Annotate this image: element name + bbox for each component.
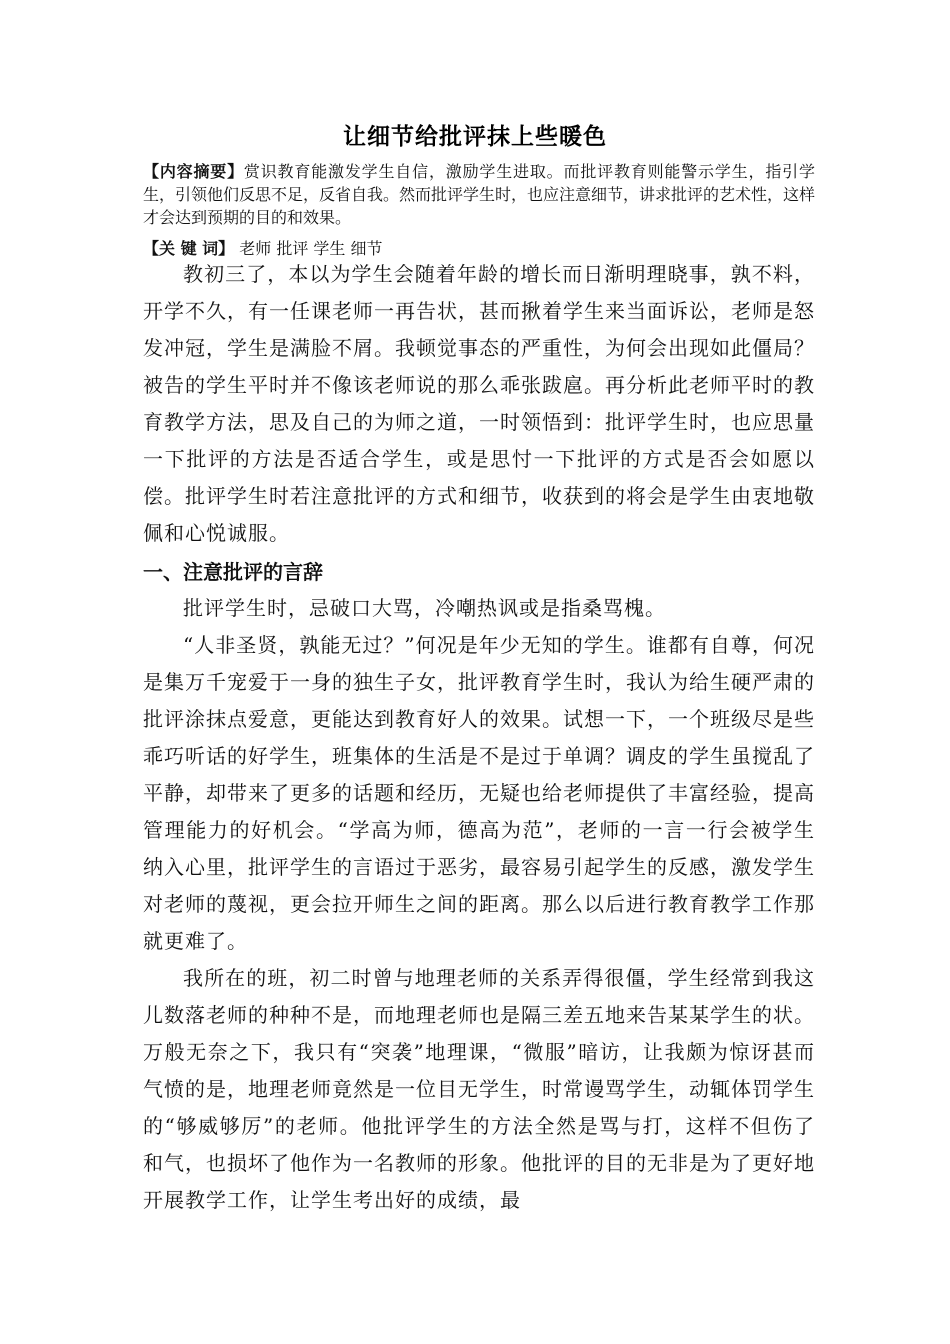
abstract-block [143, 160, 815, 229]
keywords-label: 【关 键 词】 [143, 239, 235, 258]
intro-block [143, 256, 815, 552]
keywords-text: 老师 批评 学生 细节 [239, 239, 383, 258]
intro-paragraph: 教初三了，本以为学生会随着年龄的增长而日渐明理晓事，孰不料，开学不久，有一任课老师一再告状，甚而揪着学生来当面诉讼，老师是怒发冲冠，学生是满脸不屑。我顿觉事态的严重性，为何会出现如此僵局？被告的学生平时并不像该老师说的那么乖张跋扈。再分析此老师平时的教育教学方法，思及自己的为师之道，一时领悟到：批评学生时，也应思量一下批评的方法是否适合学生，或是思忖一下批评的方式是否会如愿以偿。批评学生时若注意批评的方式和细节，收获到的将会是学生由衷地敬佩和心悦诚服。 [143, 262, 815, 545]
document-title: 让细节给批评抹上些暖色 [343, 124, 607, 150]
section-paragraph: “人非圣贤，孰能无过？”何况是年少无知的学生。谁都有自尊，何况是集万千宠爱于一身的独生子女，批评教育学生时，我认为给生硬严肃的批评涂抹点爱意，更能达到教育好人的效果。试想一下，一个班级尽是些乖巧听话的好学生，班集体的生活是不是过于单调？调皮的学生虽搅乱了平静，却带来了更多的话题和经历，无疑也给老师提供了丰富经验，提高管理能力的好机会。“学高为师，德高为范”，老师的一言一行会被学生纳入心里，批评学生的言语过于恶劣，最容易引起学生的反感，激发学生对老师的蔑视，更会拉开师生之间的距离。那么以后进行教育教学工作那就更难了。 [143, 633, 815, 953]
section-paragraph: 批评学生时，忌破口大骂，冷嘲热讽或是指桑骂槐。 [183, 596, 666, 620]
abstract-label: 【内容摘要】 [143, 162, 244, 181]
section-heading: 一、注意批评的言辞 [143, 560, 323, 584]
section-body [143, 590, 815, 1219]
abstract-text: 赏识教育能激发学生自信，激励学生进取。而批评教育则能警示学生，指引学生，引领他们反思不足，反省自我。然而批评学生时，也应注意细节，讲求批评的艺术性，这样才会达到预期的目的和效果。 [143, 162, 816, 227]
section-paragraph: 我所在的班，初二时曾与地理老师的关系弄得很僵，学生经常到我这儿数落老师的种种不是，而地理老师也是隔三差五地来告某某学生的状。万般无奈之下，我只有“突袭”地理课，“微服”暗访，让我颇为惊讶甚而气愤的是，地理老师竟然是一位目无学生，时常谩骂学生，动辄体罚学生的“够威够厉”的老师。他批评学生的方法全然是骂与打，这样不但伤了和气，也损坏了他作为一名教师的形象。他批评的目的无非是为了更好地开展教学工作，让学生考出好的成绩，最 [143, 966, 815, 1212]
